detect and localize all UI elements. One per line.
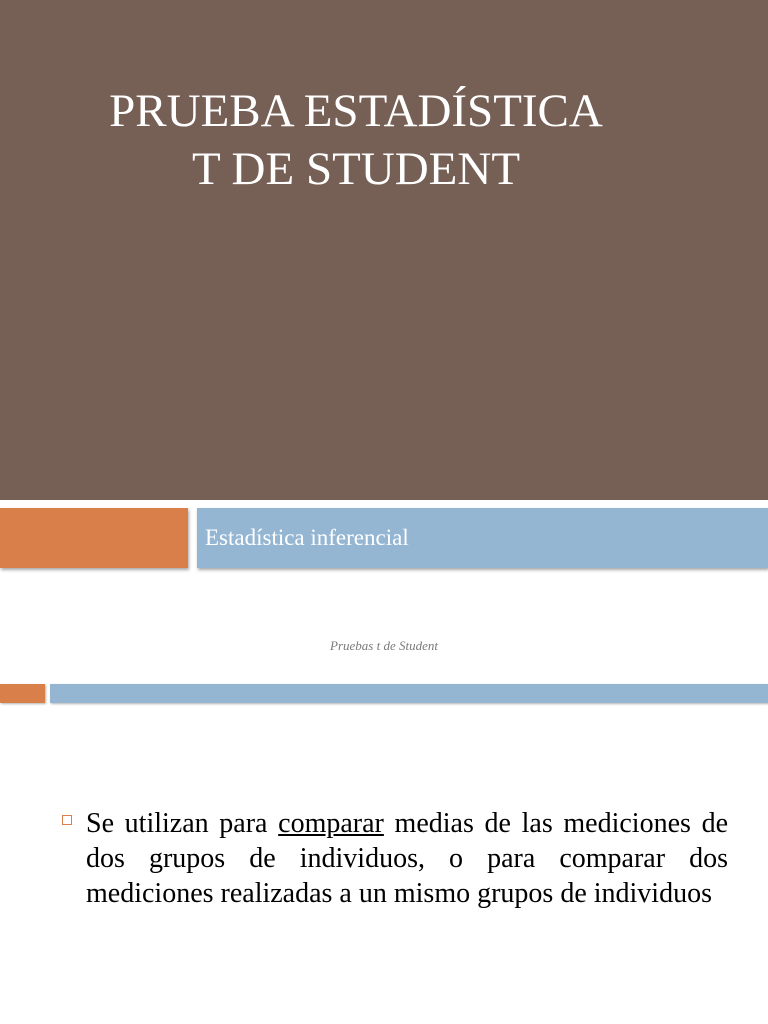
bullet-list [62,806,728,911]
title-panel [0,0,768,500]
bullet-text-end: medias de las mediciones de dos grupos de individuos, o para comparar dos mediciones realizadas a un mismo grupos de individuos [86,808,728,909]
blue-subtitle-band [197,508,768,568]
slide-title-line-2: T DE STUDENT [191,143,521,195]
slide-header-text: Pruebas t de Student [330,638,438,653]
header-blue-bar [50,684,768,703]
bullet-text-start: Se utilizan para [86,808,279,839]
bullet-item [86,806,728,911]
slide-subtitle: Estadística inferencial [205,525,409,550]
header-orange-bar [0,684,45,703]
slide-title-line-1: PRUEBA ESTADÍSTICA [109,85,603,137]
slide-title [0,82,712,198]
bullet-emphasis: comparar [278,808,384,839]
content-slide-header [0,614,768,714]
orange-accent-band [0,508,188,568]
square-bullet-icon [62,815,72,825]
